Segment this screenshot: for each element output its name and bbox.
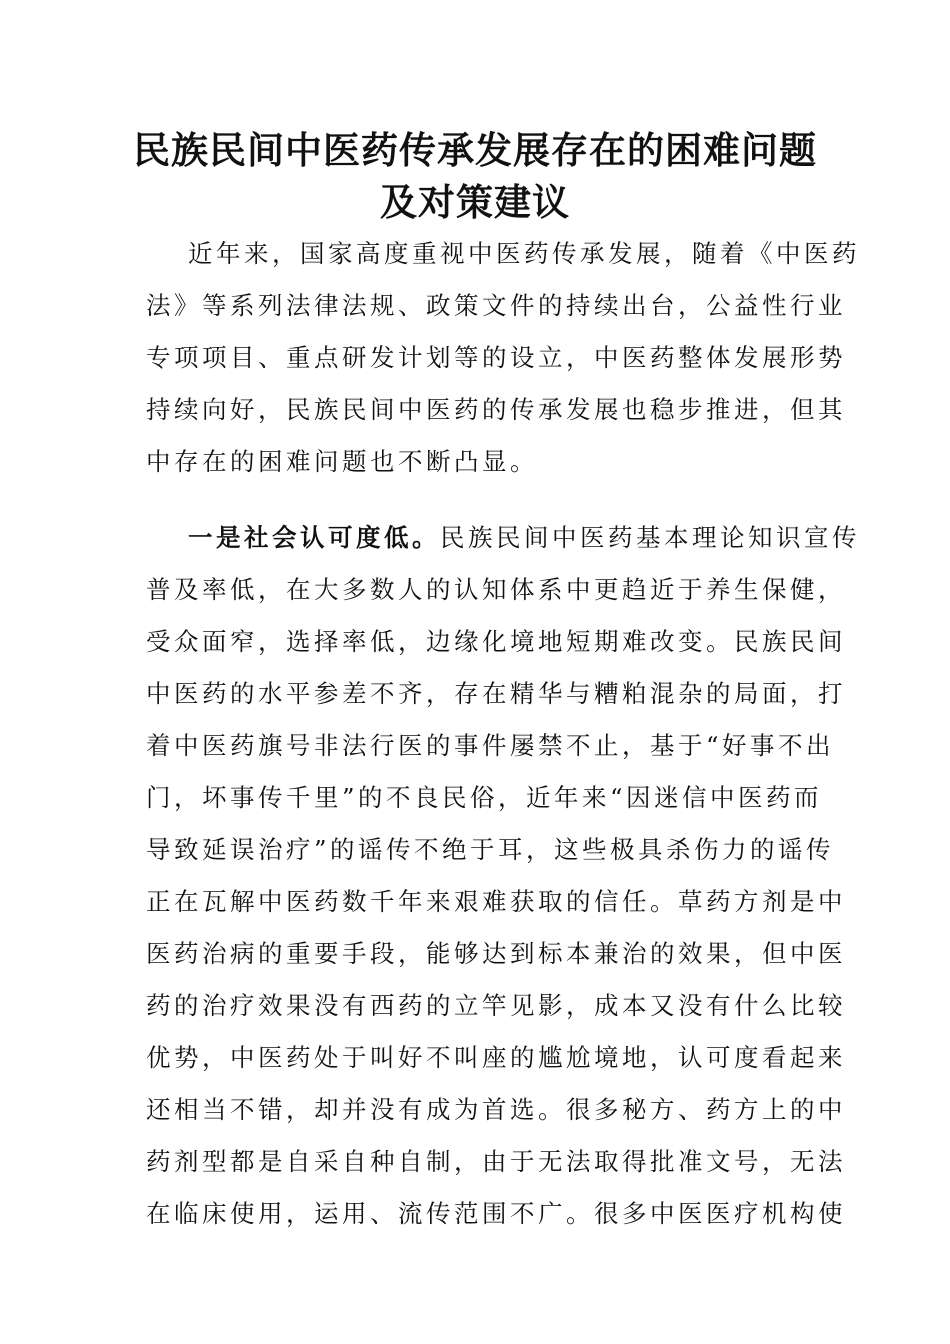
paragraph-line: 专项项目、重点研发计划等的设立，中医药整体发展形势 [146,343,846,372]
paragraph-line: 普及率低，在大多数人的认知体系中更趋近于养生保健， [146,575,846,604]
title-line-1: 民族民间中医药传承发展存在的困难问题 [133,128,817,172]
paragraph-line: 着中医药旗号非法行医的事件屡禁不止，基于“好事不出 [146,731,835,760]
paragraph-line: 持续向好，民族民间中医药的传承发展也稳步推进，但其 [146,395,846,424]
paragraph-line: 药剂型都是自采自种自制，由于无法取得批准文号，无法 [146,1147,846,1176]
section-one-paragraph [146,512,860,1240]
document-title [120,124,830,228]
paragraph-line: 导致延误治疗”的谣传不绝于耳，这些极具杀伤力的谣传 [146,835,835,864]
intro-paragraph [146,228,860,488]
paragraph-line: 正在瓦解中医药数千年来艰难获取的信任。草药方剂是中 [146,887,846,916]
paragraph-line: 优势，中医药处于叫好不叫座的尴尬境地，认可度看起来 [146,1043,846,1072]
paragraph-line-rest: 民族民间中医药基本理论知识宣传 [440,523,860,552]
paragraph-line: 中存在的困难问题也不断凸显。 [146,447,538,476]
paragraph-line: 法》等系列法律法规、政策文件的持续出台，公益性行业 [146,291,846,320]
paragraph-first-line [146,512,860,564]
section-one-heading: 一是社会认可度低。 [188,523,440,552]
paragraph-line: 药的治疗效果没有西药的立竿见影，成本又没有什么比较 [146,991,846,1020]
paragraph-line: 在临床使用，运用、流传范围不广。很多中医医疗机构使 [146,1199,846,1228]
paragraph-line: 门，坏事传千里”的不良民俗，近年来“因迷信中医药而 [146,783,823,812]
paragraph-line: 还相当不错，却并没有成为首选。很多秘方、药方上的中 [146,1095,846,1124]
paragraph-line: 受众面窄，选择率低，边缘化境地短期难改变。民族民间 [146,627,846,656]
title-line-2: 及对策建议 [380,180,570,224]
paragraph-line: 近年来，国家高度重视中医药传承发展，随着《中医药 [188,239,860,268]
paragraph-line: 医药治病的重要手段，能够达到标本兼治的效果，但中医 [146,939,846,968]
paragraph-line: 中医药的水平参差不齐，存在精华与糟粕混杂的局面，打 [146,679,846,708]
